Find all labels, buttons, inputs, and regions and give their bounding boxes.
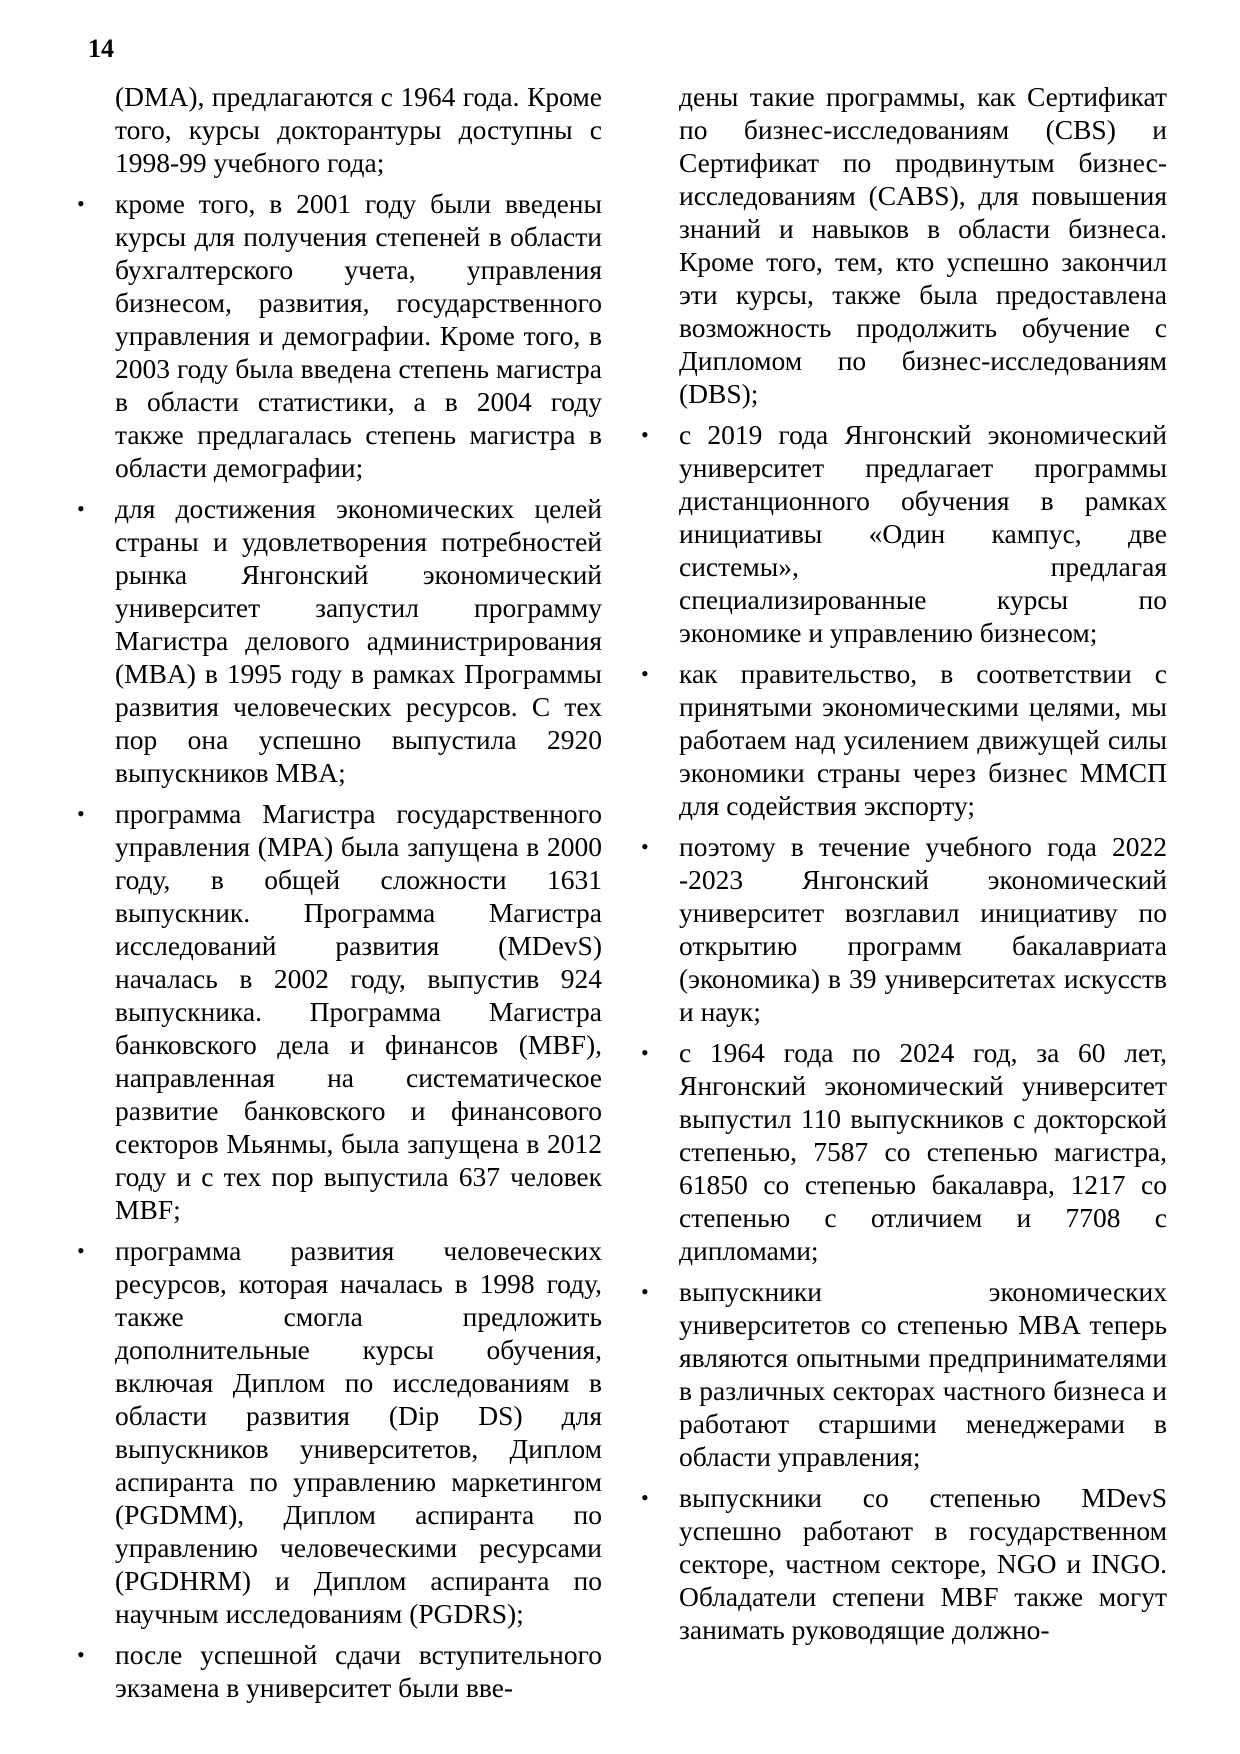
list-item <box>641 1036 1167 1267</box>
bullet-icon: • <box>641 661 649 686</box>
list-item <box>641 830 1167 1028</box>
bullet-icon: • <box>641 1040 649 1065</box>
bullet-icon: • <box>641 422 649 447</box>
right-column <box>641 80 1167 1654</box>
continued-paragraph: дены такие программы, как Сертификат по бизнес-исследованиям (CBS) и Сертификат по продвинутым бизнес-исследованиям (CABS), для повышения знаний и навыков в области бизнеса. Кроме того, тем, кто успешно закончил эти курсы, также была предоставлена возможность продолжить обучение с Дипломом по бизнес-исследованиям (DBS); <box>679 81 1167 409</box>
bullet-icon: • <box>77 1238 85 1263</box>
bullet-icon: • <box>641 1279 649 1304</box>
list-item <box>77 492 602 789</box>
list-item <box>641 418 1167 649</box>
bullet-icon: • <box>641 834 649 859</box>
list-item-text: кроме того, в 2001 году были введены курсы для получения степеней в области бухгалтерского учета, управления бизнесом, развития, государственного управления и демографии. Кроме того, в 2003 году была введена степень магистра в области статистики, а в 2004 году также предлагалась степень магистра в области демографии; <box>115 188 602 483</box>
list-item-text: с 1964 года по 2024 год, за 60 лет, Янгонский экономический университет выпустил 110 выпускников с докторской степенью, 7587 со степенью магистра, 61850 со степенью бакалавра, 1217 со степенью с отличием и 7708 с дипломами; <box>679 1037 1167 1266</box>
list-item <box>77 1234 602 1630</box>
list-item-text: выпускники экономических университетов со степенью MBA теперь являются опытными предпринимателями в различных секторах частного бизнеса и работают старшими менеджерами в области управления; <box>679 1276 1167 1472</box>
list-item <box>77 1638 602 1704</box>
bullet-icon: • <box>77 1642 85 1667</box>
list-item-text: программа Магистра государственного управления (MPA) была запущена в 2000 году, в общей сложности 1631 выпускник. Программа Магистра исследований развития (MDevS) началась в 2002 году, выпустив 924 выпускника. Программа Магистра банковского дела и финансов (MBF), направленная на систематическое развитие банковского и финансового секторов Мьянмы, была запущена в 2012 году и с тех пор выпустила 637 человек MBF; <box>115 798 602 1225</box>
list-item-text: поэтому в течение учебного года 2022 -2023 Янгонский экономический университет возглавил инициативу по открытию программ бакалавриата (экономика) в 39 университетах искусств и наук; <box>679 831 1167 1027</box>
left-column <box>77 80 602 1712</box>
list-item-text: программа развития человеческих ресурсов, которая началась в 1998 году, также смогла предложить дополнительные курсы обучения, включая Диплом по исследованиям в области развития (Dip DS) для выпускников университетов, Диплом аспиранта по управлению маркетингом (PGDMM), Диплом аспиранта по управлению человеческими ресурсами (PGDHRM) и Диплом аспиранта по научным исследованиям (PGDRS); <box>115 1235 602 1629</box>
list-item <box>641 1481 1167 1646</box>
continued-paragraph: (DMA), предлагаются с 1964 года. Кроме того, курсы докторантуры доступны с 1998-99 учебного года; <box>115 81 602 178</box>
bullet-icon: • <box>77 496 85 521</box>
list-item <box>77 187 602 484</box>
list-item-text: для достижения экономических целей страны и удовлетворения потребностей рынка Янгонский экономический университет запустил программу Магистра делового администрирования (MBA) в 1995 году в рамках Программы развития человеческих ресурсов. С тех пор она успешно выпустила 2920 выпускников MBA; <box>115 493 602 788</box>
list-item-text: после успешной сдачи вступительного экзамена в университет были вве- <box>115 1639 602 1703</box>
list-item <box>641 1275 1167 1473</box>
bullet-icon: • <box>77 801 85 826</box>
list-item-text: с 2019 года Янгонский экономический университет предлагает программы дистанционного обучения в рамках инициативы «Один кампус, две системы», предлагая специализированные курсы по экономике и управлению бизнесом; <box>679 419 1167 648</box>
list-item <box>77 797 602 1226</box>
list-item-text: выпускники со степенью MDevS успешно работают в государственном секторе, частном секторе, NGO и INGO. Обладатели степени MBF также могут занимать руководящие должно- <box>679 1482 1167 1645</box>
list-item-text: как правительство, в соответствии с принятыми экономическими целями, мы работаем над усилением движущей силы экономики страны через бизнес ММСП для содействия экспорту; <box>679 658 1167 821</box>
bullet-icon: • <box>77 191 85 216</box>
list-item <box>641 657 1167 822</box>
bullet-icon: • <box>641 1485 649 1510</box>
page-number: 14 <box>88 34 114 63</box>
